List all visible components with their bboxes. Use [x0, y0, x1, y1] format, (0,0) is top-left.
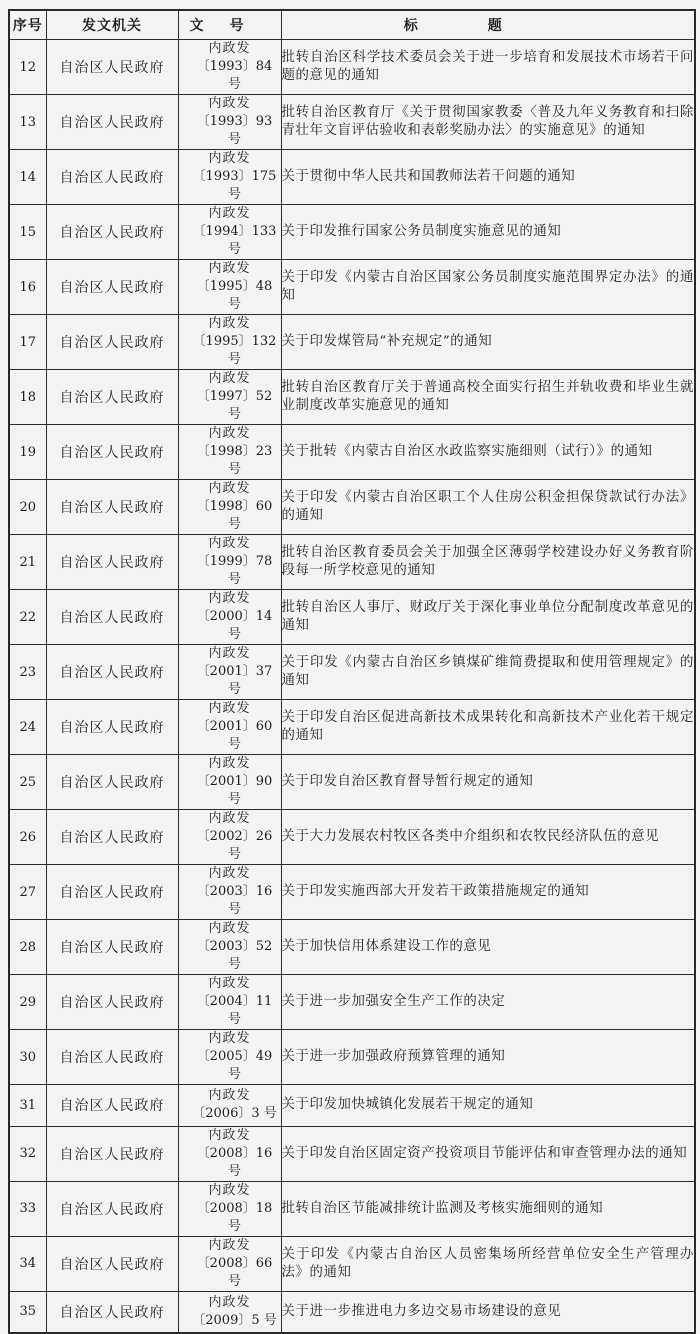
row-issuer: 自治区人民政府 — [46, 150, 178, 205]
row-doc-number — [178, 975, 281, 1030]
row-seq: 32 — [9, 1126, 46, 1181]
doc-number-prefix: 内政发 — [208, 261, 251, 276]
row-doc-number — [178, 1181, 281, 1236]
doc-number-prefix: 内政发 — [208, 481, 251, 496]
doc-number-year: 〔2004〕11 号 — [196, 994, 273, 1027]
doc-number-prefix: 内政发 — [208, 646, 251, 661]
row-issuer: 自治区人民政府 — [46, 1291, 178, 1333]
doc-number-year: 〔2009〕5 号 — [192, 1312, 277, 1328]
table-row — [9, 480, 695, 535]
row-seq: 18 — [9, 370, 46, 425]
table-row — [9, 1291, 695, 1333]
row-issuer: 自治区人民政府 — [46, 425, 178, 480]
row-issuer: 自治区人民政府 — [46, 535, 178, 590]
row-doc-number — [178, 1085, 281, 1127]
doc-number-prefix: 内政发 — [208, 921, 251, 936]
row-issuer: 自治区人民政府 — [46, 700, 178, 755]
table-row — [9, 645, 695, 700]
row-issuer: 自治区人民政府 — [46, 1236, 178, 1291]
row-issuer: 自治区人民政府 — [46, 865, 178, 920]
row-title: 关于印发《内蒙古自治区人员密集场所经营单位安全生产管理办法》的通知 — [281, 1236, 695, 1291]
doc-number-year: 〔1999〕78 号 — [196, 554, 273, 587]
doc-number-year: 〔2000〕14 号 — [196, 609, 273, 642]
doc-number-year: 〔2008〕18 号 — [196, 1200, 273, 1234]
row-doc-number — [178, 205, 281, 260]
row-title: 关于印发《内蒙古自治区职工个人住房公积金担保贷款试行办法》的通知 — [281, 480, 695, 535]
row-issuer: 自治区人民政府 — [46, 1181, 178, 1236]
doc-number-prefix: 内政发 — [208, 1182, 251, 1198]
doc-number-year: 〔2001〕37 号 — [196, 664, 273, 697]
table-row — [9, 920, 695, 975]
doc-number-year: 〔1993〕175 号 — [192, 169, 277, 202]
row-issuer: 自治区人民政府 — [46, 590, 178, 645]
row-doc-number — [178, 810, 281, 865]
doc-number-prefix: 内政发 — [208, 206, 251, 221]
table-row — [9, 810, 695, 865]
doc-number-year: 〔2003〕52 号 — [196, 939, 273, 972]
row-seq: 26 — [9, 810, 46, 865]
table-row — [9, 590, 695, 645]
doc-number-year: 〔1995〕48 号 — [196, 279, 273, 312]
row-title: 关于进一步加强政府预算管理的通知 — [281, 1030, 695, 1085]
row-doc-number — [178, 315, 281, 370]
doc-number-prefix: 内政发 — [208, 866, 251, 881]
row-seq: 12 — [9, 40, 46, 95]
row-title: 关于印发自治区教育督导暂行规定的通知 — [281, 755, 695, 810]
table-row — [9, 700, 695, 755]
row-seq: 20 — [9, 480, 46, 535]
row-title: 关于进一步加强安全生产工作的决定 — [281, 975, 695, 1030]
row-doc-number — [178, 755, 281, 810]
row-doc-number — [178, 645, 281, 700]
table-row — [9, 205, 695, 260]
doc-number-year: 〔2002〕26 号 — [196, 829, 273, 862]
header-title: 标题 — [281, 10, 695, 40]
row-title: 关于印发实施西部大开发若干政策措施规定的通知 — [281, 865, 695, 920]
row-seq: 27 — [9, 865, 46, 920]
row-seq: 13 — [9, 95, 46, 150]
row-doc-number — [178, 95, 281, 150]
table-row — [9, 425, 695, 480]
doc-number-year: 〔1998〕23 号 — [196, 444, 273, 477]
row-title: 关于批转《内蒙古自治区水政监察实施细则（试行）》的通知 — [281, 425, 695, 480]
row-doc-number — [178, 590, 281, 645]
row-issuer: 自治区人民政府 — [46, 920, 178, 975]
table-row — [9, 95, 695, 150]
row-seq: 33 — [9, 1181, 46, 1236]
document-table — [8, 9, 696, 1334]
row-doc-number — [178, 920, 281, 975]
row-issuer: 自治区人民政府 — [46, 40, 178, 95]
row-seq: 24 — [9, 700, 46, 755]
row-title: 批转自治区教育厅关于普通高校全面实行招生并轨收费和毕业生就业制度改革实施意见的通知 — [281, 370, 695, 425]
row-issuer: 自治区人民政府 — [46, 1030, 178, 1085]
table-row — [9, 40, 695, 95]
row-title: 关于印发推行国家公务员制度实施意见的通知 — [281, 205, 695, 260]
row-seq: 34 — [9, 1236, 46, 1291]
row-seq: 35 — [9, 1291, 46, 1333]
row-doc-number — [178, 260, 281, 315]
table-row — [9, 1030, 695, 1085]
doc-number-year: 〔2005〕49 号 — [196, 1049, 273, 1082]
table-row — [9, 315, 695, 370]
header-num: 文号 — [178, 10, 281, 40]
table-row — [9, 865, 695, 920]
doc-number-prefix: 内政发 — [208, 426, 251, 441]
row-issuer: 自治区人民政府 — [46, 315, 178, 370]
row-title: 关于印发自治区促进高新技术成果转化和高新技术产业化若干规定的通知 — [281, 700, 695, 755]
row-doc-number — [178, 535, 281, 590]
header-issuer: 发文机关 — [46, 10, 178, 40]
row-title: 关于印发加快城镇化发展若干规定的通知 — [281, 1085, 695, 1127]
row-seq: 17 — [9, 315, 46, 370]
table-row — [9, 1181, 695, 1236]
row-doc-number — [178, 1126, 281, 1181]
row-doc-number — [178, 370, 281, 425]
row-doc-number — [178, 1291, 281, 1333]
row-issuer: 自治区人民政府 — [46, 645, 178, 700]
row-title: 关于贯彻中华人民共和国教师法若干问题的通知 — [281, 150, 695, 205]
doc-number-prefix: 内政发 — [208, 1294, 251, 1310]
doc-number-year: 〔1993〕84 号 — [196, 59, 273, 92]
doc-number-prefix: 内政发 — [208, 1031, 251, 1046]
row-title: 关于印发《内蒙古自治区乡镇煤矿维简费提取和使用管理规定》的通知 — [281, 645, 695, 700]
row-issuer: 自治区人民政府 — [46, 370, 178, 425]
row-issuer: 自治区人民政府 — [46, 95, 178, 150]
row-issuer: 自治区人民政府 — [46, 480, 178, 535]
row-doc-number — [178, 1236, 281, 1291]
table-row — [9, 535, 695, 590]
row-title: 关于印发煤管局“补充规定”的通知 — [281, 315, 695, 370]
table-row — [9, 260, 695, 315]
doc-number-prefix: 内政发 — [208, 41, 251, 56]
header-seq: 序号 — [9, 10, 46, 40]
doc-number-prefix: 内政发 — [208, 701, 251, 716]
row-doc-number — [178, 425, 281, 480]
row-issuer: 自治区人民政府 — [46, 1126, 178, 1181]
row-issuer: 自治区人民政府 — [46, 755, 178, 810]
row-doc-number — [178, 150, 281, 205]
row-seq: 28 — [9, 920, 46, 975]
row-title: 批转自治区教育委员会关于加强全区薄弱学校建设办好义务教育阶段每一所学校意见的通知 — [281, 535, 695, 590]
row-title: 关于大力发展农村牧区各类中介组织和农牧民经济队伍的意见 — [281, 810, 695, 865]
doc-number-prefix: 内政发 — [208, 151, 251, 166]
table-row — [9, 755, 695, 810]
table-row — [9, 975, 695, 1030]
table-header-row — [9, 10, 695, 40]
row-doc-number — [178, 1030, 281, 1085]
row-issuer: 自治区人民政府 — [46, 260, 178, 315]
row-seq: 16 — [9, 260, 46, 315]
doc-number-year: 〔2008〕16 号 — [196, 1145, 273, 1179]
row-seq: 31 — [9, 1085, 46, 1127]
row-title: 批转自治区节能减排统计监测及考核实施细则的通知 — [281, 1181, 695, 1236]
row-seq: 22 — [9, 590, 46, 645]
table-row — [9, 1126, 695, 1181]
row-seq: 15 — [9, 205, 46, 260]
doc-number-year: 〔2008〕66 号 — [196, 1255, 273, 1289]
row-issuer: 自治区人民政府 — [46, 810, 178, 865]
doc-number-year: 〔2003〕16 号 — [196, 884, 273, 917]
row-title: 关于加快信用体系建设工作的意见 — [281, 920, 695, 975]
doc-number-prefix: 内政发 — [208, 976, 251, 991]
doc-number-prefix: 内政发 — [208, 371, 251, 386]
doc-number-prefix: 内政发 — [208, 811, 251, 826]
doc-number-prefix: 内政发 — [208, 1237, 251, 1253]
doc-number-prefix: 内政发 — [208, 1127, 251, 1143]
row-title: 关于印发《内蒙古自治区国家公务员制度实施范围界定办法》的通知 — [281, 260, 695, 315]
doc-number-year: 〔1994〕133 号 — [192, 224, 277, 257]
row-seq: 14 — [9, 150, 46, 205]
doc-number-prefix: 内政发 — [208, 591, 251, 606]
doc-number-year: 〔1993〕93 号 — [196, 114, 273, 147]
doc-number-prefix: 内政发 — [208, 96, 251, 111]
row-seq: 30 — [9, 1030, 46, 1085]
doc-number-year: 〔2001〕60 号 — [196, 719, 273, 752]
table-row — [9, 370, 695, 425]
row-doc-number — [178, 700, 281, 755]
table-body — [9, 40, 695, 1333]
row-doc-number — [178, 480, 281, 535]
doc-number-year: 〔2001〕90 号 — [196, 774, 273, 807]
row-seq: 21 — [9, 535, 46, 590]
row-seq: 23 — [9, 645, 46, 700]
row-seq: 29 — [9, 975, 46, 1030]
row-title: 关于进一步推进电力多边交易市场建设的意见 — [281, 1291, 695, 1333]
row-issuer: 自治区人民政府 — [46, 975, 178, 1030]
row-doc-number — [178, 865, 281, 920]
row-title: 批转自治区教育厅《关于贯彻国家教委〈普及九年义务教育和扫除青壮年文盲评估验收和表彰奖励办法〉的实施意见》的通知 — [281, 95, 695, 150]
doc-number-prefix: 内政发 — [208, 756, 251, 771]
row-doc-number — [178, 40, 281, 95]
doc-number-year: 〔1998〕60 号 — [196, 499, 273, 532]
row-issuer: 自治区人民政府 — [46, 1085, 178, 1127]
row-seq: 25 — [9, 755, 46, 810]
doc-number-prefix: 内政发 — [208, 536, 251, 551]
row-title: 批转自治区科学技术委员会关于进一步培育和发展技术市场若干问题的意见的通知 — [281, 40, 695, 95]
table-row — [9, 1236, 695, 1291]
doc-number-prefix: 内政发 — [208, 316, 251, 331]
row-issuer: 自治区人民政府 — [46, 205, 178, 260]
row-title: 关于印发自治区固定资产投资项目节能评估和审查管理办法的通知 — [281, 1126, 695, 1181]
row-seq: 19 — [9, 425, 46, 480]
doc-number-prefix: 内政发 — [208, 1088, 251, 1104]
row-title: 批转自治区人事厅、财政厅关于深化事业单位分配制度改革意见的通知 — [281, 590, 695, 645]
doc-number-year: 〔2006〕3 号 — [192, 1106, 277, 1122]
doc-number-year: 〔1997〕52 号 — [196, 389, 273, 422]
table-row — [9, 150, 695, 205]
doc-number-year: 〔1995〕132 号 — [192, 334, 277, 367]
table-row — [9, 1085, 695, 1127]
